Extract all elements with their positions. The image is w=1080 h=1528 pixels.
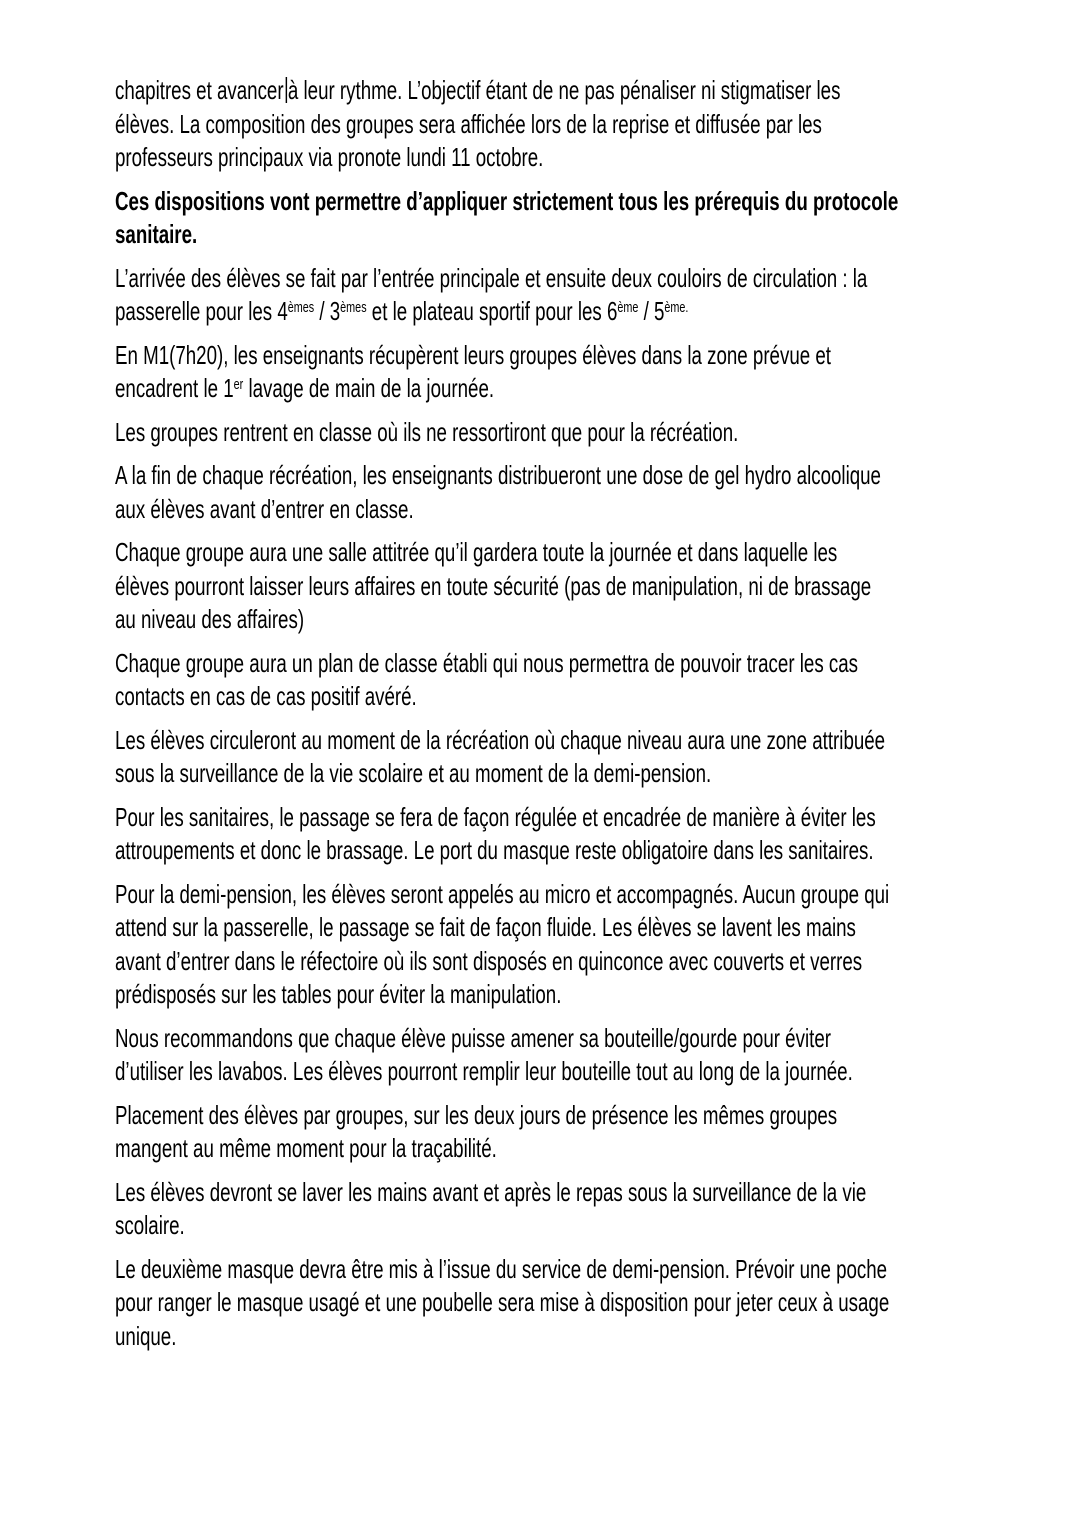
text-run: élèves pourront laisser leurs affaires en toute sécurité (pas de manipulation, ni de brassage [115, 570, 872, 601]
para-plan-classe [115, 647, 1025, 714]
para-prerequis-protocole-line-1 [115, 185, 899, 219]
para-salle-attitree-line-3 [115, 603, 770, 637]
superscript-text: èmes [287, 299, 315, 316]
para-prerequis-protocole-line-2 [115, 218, 770, 252]
para-sanitaires [115, 801, 1025, 868]
para-sanitaires-line-2 [115, 834, 874, 868]
text-run: L’arrivée des élèves se fait par l’entrée principale et ensuite deux couloirs de circulation : la [115, 262, 868, 293]
text-run: lavage de main de la journée. [243, 373, 495, 403]
text-run: pour ranger le masque usagé et une poubelle sera mise à disposition pour jeter ceux à usage [115, 1287, 890, 1317]
para-bouteille-gourde-line-1 [115, 1022, 831, 1056]
para-demi-pension-line-2 [115, 911, 856, 945]
para-plan-classe-line-1 [115, 647, 859, 681]
text-run: / 3 [314, 296, 341, 326]
para-bouteille-gourde-line-2 [115, 1055, 853, 1089]
para-circulation-recreation-line-1 [115, 724, 886, 758]
para-gel-hydro-line-2 [115, 493, 770, 527]
para-salle-attitree [115, 536, 1025, 637]
para-m1-lavage-line-2 [115, 372, 770, 406]
para-placement-groupes-line-1 [115, 1099, 838, 1133]
text-run: Chaque groupe aura un plan de classe établi qui nous permettra de pouvoir tracer les cas [115, 647, 859, 678]
para-deuxieme-masque-line-3 [115, 1320, 770, 1354]
para-placement-groupes [115, 1099, 1025, 1166]
para-sanitaires-line-1 [115, 801, 876, 835]
text-run: unique. [115, 1320, 177, 1351]
para-arrivee-eleves-line-1 [115, 262, 868, 296]
text-run: Les élèves circuleront au moment de la récréation où chaque niveau aura une zone attribuée [115, 724, 886, 755]
para-plan-classe-line-2 [115, 680, 770, 714]
text-run: mangent au même moment pour la traçabilité. [115, 1133, 497, 1163]
para-pace-line-3 [115, 141, 770, 175]
para-circulation-recreation-line-2 [115, 757, 770, 791]
superscript-text: ème [617, 299, 639, 316]
para-deuxieme-masque-line-2 [115, 1286, 890, 1320]
text-run: scolaire. [115, 1210, 185, 1240]
text-run: Le deuxième masque devra être mis à l’issue du service de demi-pension. Prévoir une poche [115, 1253, 888, 1284]
text-run: Chaque groupe aura une salle attitrée qu’il gardera toute la journée et dans laquelle les [115, 537, 838, 567]
text-run: attend sur la passerelle, le passage se fait de façon fluide. Les élèves se lavent les mains [115, 912, 856, 942]
para-m1-lavage [115, 339, 1025, 406]
para-demi-pension [115, 878, 1025, 1012]
text-run: prédisposés sur les tables pour éviter la manipulation. [115, 979, 562, 1009]
text-run: aux élèves avant d’entrer en classe. [115, 493, 414, 524]
para-bouteille-gourde [115, 1022, 1025, 1089]
text-run: sanitaire. [115, 219, 198, 249]
superscript-text: er [233, 376, 244, 393]
para-deuxieme-masque-line-1 [115, 1253, 888, 1287]
para-salle-attitree-line-2 [115, 570, 872, 604]
para-demi-pension-line-1 [115, 878, 890, 912]
para-groupes-classe [115, 416, 1025, 450]
text-run: A la fin de chaque récréation, les enseignants distribueront une dose de gel hydro alcoolique [115, 460, 881, 490]
para-demi-pension-line-3 [115, 945, 863, 979]
text-run: à leur rythme. L’objectif étant de ne pas pénaliser ni stigmatiser les [287, 75, 841, 105]
text-run: encadrent le 1 [115, 373, 234, 403]
text-run: élèves. La composition des groupes sera affichée lors de la reprise et diffusée par les [115, 108, 822, 139]
para-placement-groupes-line-2 [115, 1132, 770, 1166]
para-gel-hydro [115, 459, 1025, 526]
para-prerequis-protocole [115, 185, 1025, 252]
para-demi-pension-line-4 [115, 978, 770, 1012]
para-arrivee-eleves-line-2 [115, 295, 770, 329]
para-lavage-repas-line-1 [115, 1176, 867, 1210]
text-run: Pour la demi-pension, les élèves seront appelés au micro et accompagnés. Aucun groupe qui [115, 878, 890, 909]
text-run: En M1(7h20), les enseignants récupèrent leurs groupes élèves dans la zone prévue et [115, 339, 831, 370]
para-deuxieme-masque [115, 1253, 1025, 1354]
para-groupes-classe-line-1 [115, 416, 770, 450]
text-run: / 5 [638, 296, 665, 326]
para-lavage-repas-line-2 [115, 1209, 770, 1243]
superscript-text: èmes [340, 299, 367, 316]
superscript-text: ème. [664, 299, 689, 316]
para-circulation-recreation [115, 724, 1025, 791]
text-run: sous la surveillance de la vie scolaire et au moment de la demi-pension. [115, 758, 712, 788]
para-pace [115, 74, 1025, 175]
text-run: Les groupes rentrent en classe où ils ne ressortiront que pour la récréation. [115, 416, 739, 447]
text-run: avant d’entrer dans le réfectoire où ils sont disposés en quinconce avec couverts et verres [115, 945, 863, 976]
text-run: Pour les sanitaires, le passage se fera de façon régulée et encadrée de manière à éviter les [115, 801, 876, 832]
para-gel-hydro-line-1 [115, 459, 881, 493]
text-run: professeurs principaux via pronote lundi 11 octobre. [115, 142, 544, 172]
text-run: attroupements et donc le brassage. Le port du masque reste obligatoire dans les sanitaires. [115, 835, 874, 865]
text-run: d’utiliser les lavabos. Les élèves pourront remplir leur bouteille tout au long de la journée. [115, 1056, 853, 1086]
para-m1-lavage-line-1 [115, 339, 831, 373]
text-run: au niveau des affaires) [115, 604, 305, 634]
para-pace-line-2 [115, 108, 822, 142]
para-arrivee-eleves [115, 262, 1025, 329]
text-run: Nous recommandons que chaque élève puisse amener sa bouteille/gourde pour éviter [115, 1022, 831, 1053]
text-run: et le plateau sportif pour les 6 [366, 296, 618, 326]
para-lavage-repas [115, 1176, 1025, 1243]
text-run: chapitres et avancer [115, 75, 284, 105]
para-salle-attitree-line-1 [115, 536, 838, 570]
text-run: passerelle pour les 4 [115, 296, 288, 326]
text-run: Les élèves devront se laver les mains avant et après le repas sous la surveillance de la vie [115, 1176, 867, 1207]
text-run: Placement des élèves par groupes, sur les deux jours de présence les mêmes groupes [115, 1099, 838, 1130]
text-run: contacts en cas de cas positif avéré. [115, 681, 417, 711]
para-pace-line-1 [115, 74, 841, 108]
text-run: Ces dispositions vont permettre d’appliquer strictement tous les prérequis du protocole [115, 185, 899, 216]
